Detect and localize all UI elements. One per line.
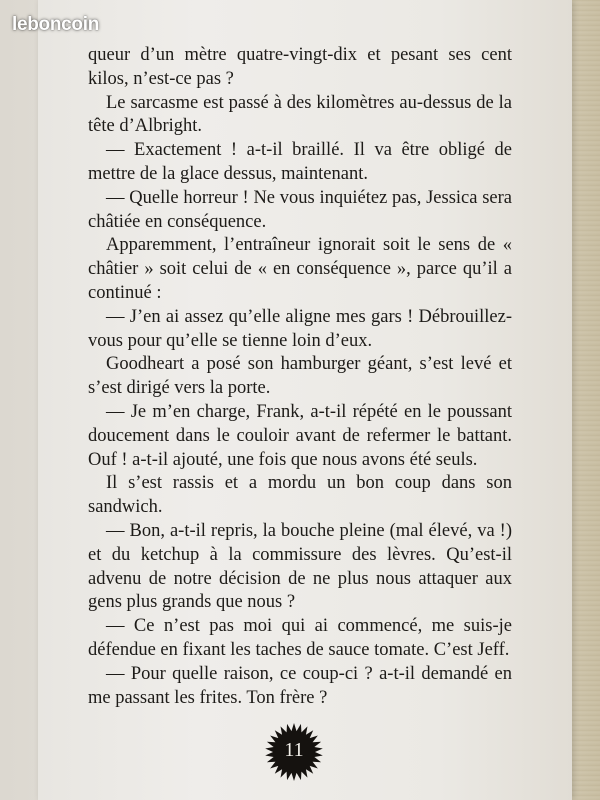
paragraph: Goodheart a posé son hamburger géant, s’est levé et s’est dirigé vers la porte. [88,354,512,399]
page-body-text [88,44,512,710]
paragraph: Il s’est rassis et a mordu un bon coup dans son sandwich. [88,473,512,518]
watermark-logo: leboncoin [12,14,100,35]
paragraph: Le sarcasme est passé à des kilomètres au-dessus de la tête d’Albright. [88,92,512,137]
paragraph: — J’en ai assez qu’elle aligne mes gars ! Débrouillez-vous pour qu’elle se tienne loin d’eux. [88,306,512,351]
page-number: 11 [284,739,304,761]
paragraph: — Bon, a-t-il repris, la bouche pleine (mal élevé, va !) et du ketchup à la commissure des lèvres. Qu’est-il advenu de notre décision de ne plus nous attaquer aux gens plus grands que nous ? [88,520,512,613]
paragraph: queur d’un mètre quatre-vingt-dix et pesant ses cent kilos, n’est-ce pas ? [88,45,512,89]
paragraph: Apparemment, l’entraîneur ignorait soit le sens de « châtier » soit celui de « en conséquence », parce qu’il a continué : [88,235,512,303]
paragraph: — Ce n’est pas moi qui ai commencé, me suis-je défendue en fixant les taches de sauce tomate. C’est Jeff. [88,616,512,660]
paragraph: — Exactement ! a-t-il braillé. Il va être obligé de mettre de la glace dessus, maintenant. [88,140,512,184]
page-stack-edge [572,0,600,800]
paragraph: — Je m’en charge, Frank, a-t-il répété en le poussant doucement dans le couloir avant de refermer le battant. Ouf ! a-t-il ajouté, une fois que nous avons été seuls. [88,401,512,470]
paragraph: — Pour quelle raison, ce coup-ci ? a-t-il demandé en me passant les frites. Ton frère ? [88,663,512,708]
paragraph: — Quelle horreur ! Ne vous inquiétez pas, Jessica sera châtiée en conséquence. [88,187,512,232]
page-number-badge [264,722,324,782]
